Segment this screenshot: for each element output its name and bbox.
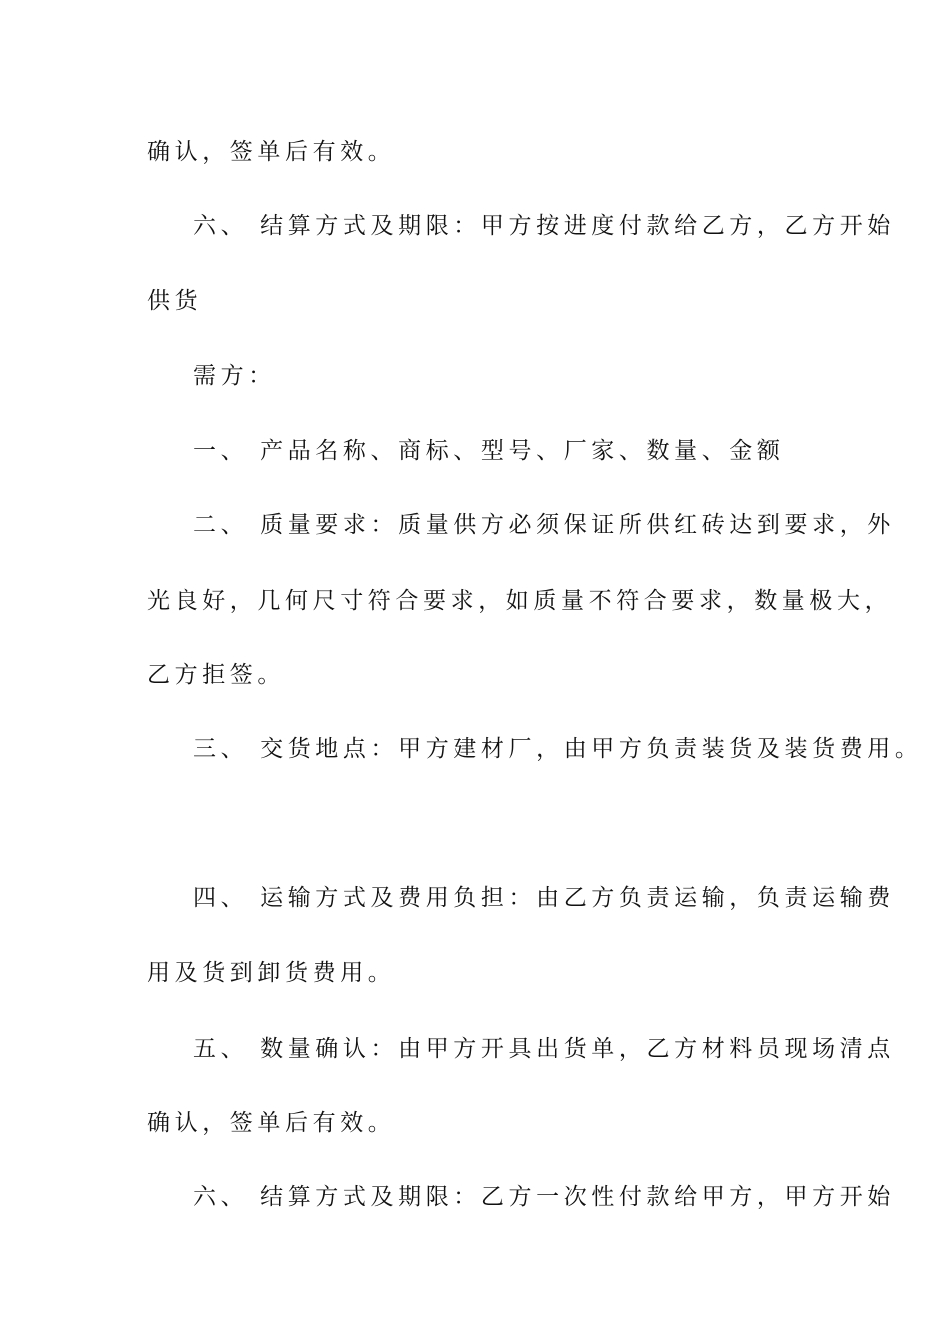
clause-five-line-2: 确认，签单后有效。 <box>147 1110 396 1136</box>
clause-three-line: 三、 交货地点：甲方建材厂，由甲方负责装货及装货费用。 <box>193 736 923 762</box>
clause-two-line-2: 光良好，几何尺寸符合要求，如质量不符合要求，数量极大， <box>147 588 893 614</box>
clause-four-line-2: 用及货到卸货费用。 <box>147 960 396 986</box>
clause-four-line-1: 四、 运输方式及费用负担：由乙方负责运输，负责运输费 <box>193 885 895 911</box>
section-heading-buyer: 需方： <box>193 363 276 389</box>
clause-two-line-3: 乙方拒签。 <box>147 662 285 688</box>
clause-two-line-1: 二、 质量要求：质量供方必须保证所供红砖达到要求，外 <box>193 512 895 538</box>
text-line: 确认，签单后有效。 <box>147 139 396 165</box>
clause-one-line: 一、 产品名称、商标、型号、厂家、数量、金额 <box>193 438 785 464</box>
clause-six-line-2: 供货 <box>147 288 203 314</box>
clause-six-b-line-1: 六、 结算方式及期限：乙方一次性付款给甲方，甲方开始 <box>193 1184 895 1210</box>
clause-five-line-1: 五、 数量确认：由甲方开具出货单，乙方材料员现场清点 <box>193 1036 895 1062</box>
clause-six-line-1: 六、 结算方式及期限：甲方按进度付款给乙方，乙方开始 <box>193 213 895 239</box>
